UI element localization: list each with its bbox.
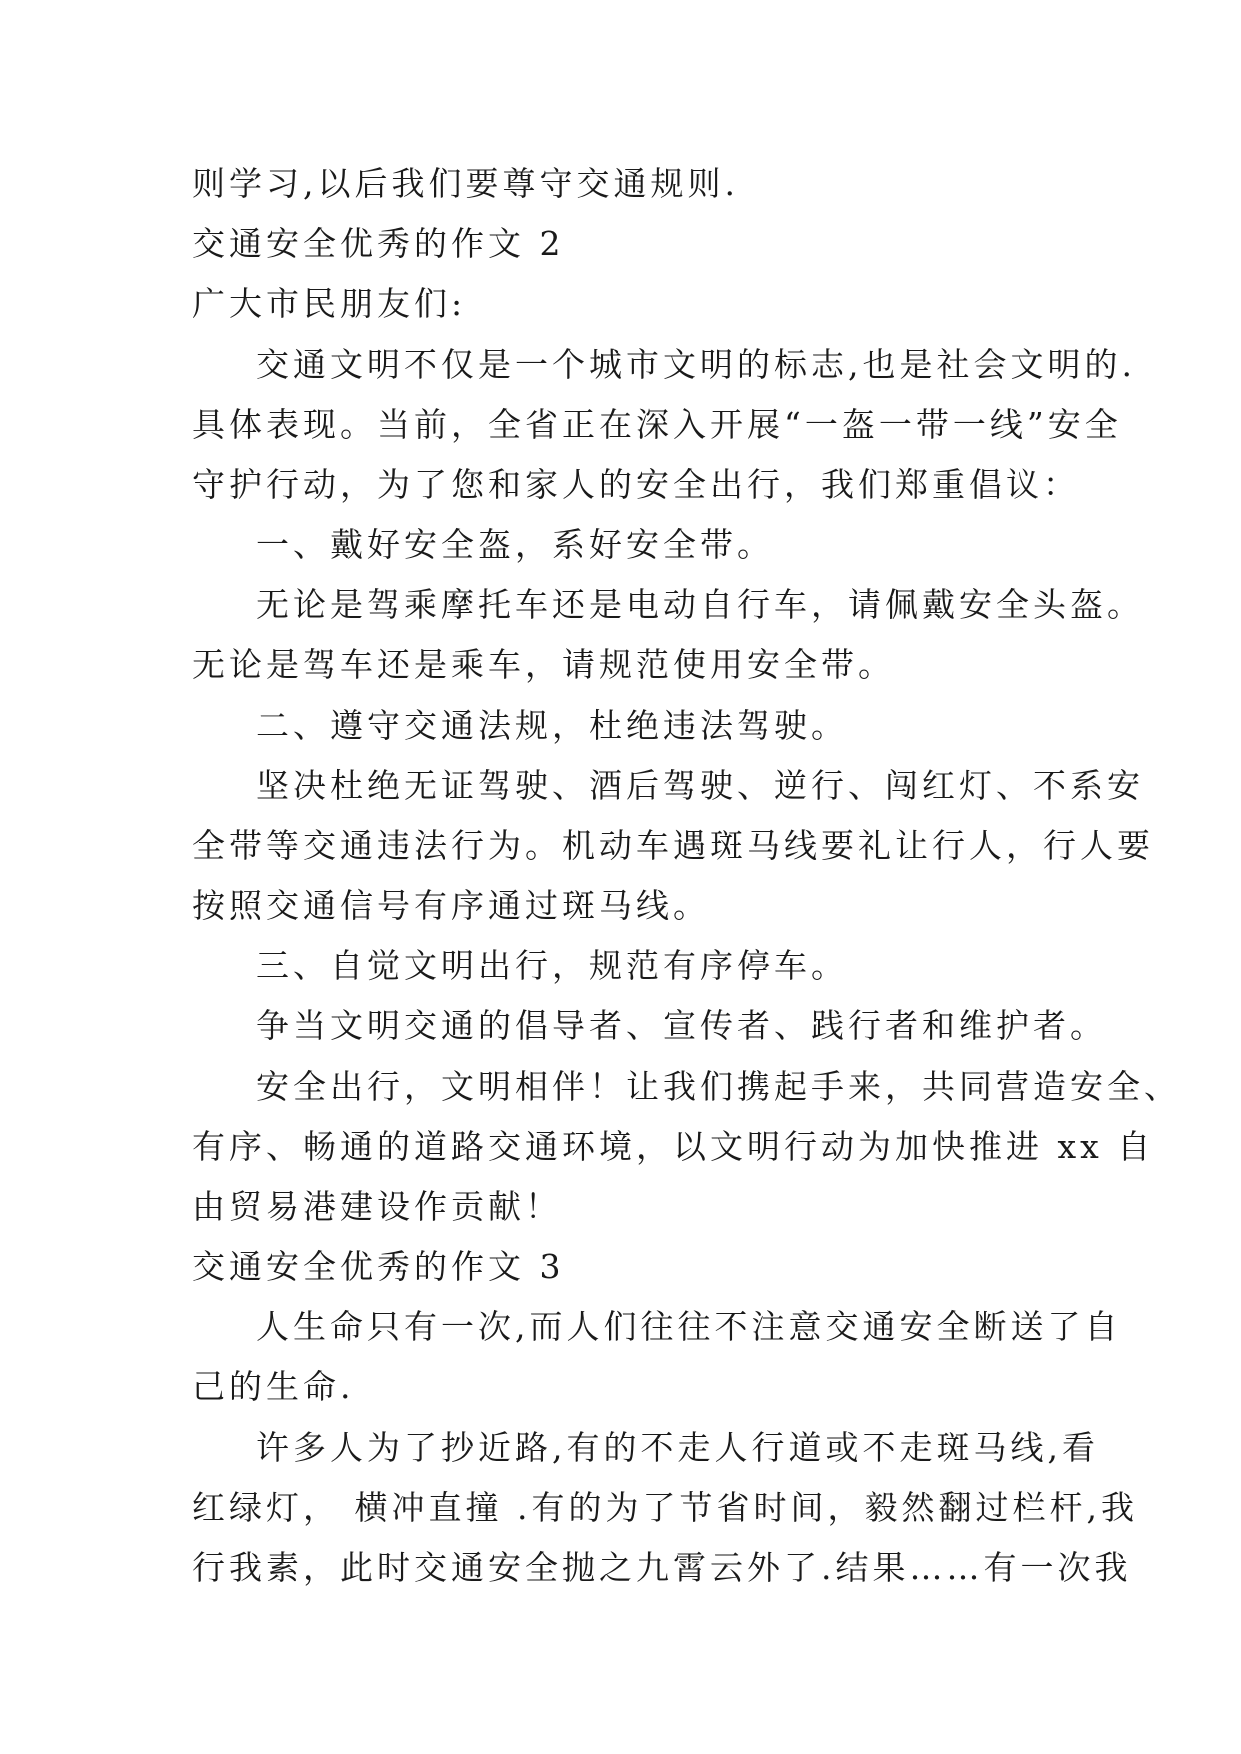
section-heading: 交通安全优秀的作文 2 [192,224,565,263]
paragraph-line: 有序、畅通的道路交通环境，以文明行动为加快推进 xx 自 [192,1127,1155,1166]
paragraph-line: 人生命只有一次,而人们往往不注意交通安全断送了自 [256,1307,1122,1346]
paragraph-line: 许多人为了抄近路,有的不走人行道或不走斑马线,看 [256,1428,1099,1467]
list-heading: 二、遵守交通法规，杜绝违法驾驶。 [256,706,848,745]
paragraph-line: 守护行动，为了您和家人的安全出行，我们郑重倡议： [192,465,1080,504]
paragraph-line: 交通文明不仅是一个城市文明的标志,也是社会文明的. [256,345,1136,384]
paragraph-line: 坚决杜绝无证驾驶、酒后驾驶、逆行、闯红灯、不系安 [256,766,1144,805]
paragraph-line: 红绿灯， 横冲直撞 .有的为了节省时间，毅然翻过栏杆,我 [192,1488,1138,1527]
paragraph-line: 争当文明交通的倡导者、宣传者、践行者和维护者。 [256,1006,1107,1045]
paragraph-line: 全带等交通违法行为。机动车遇斑马线要礼让行人，行人要 [192,826,1154,865]
paragraph-line: 具体表现。当前，全省正在深入开展“一盔一带一线”安全 [192,405,1122,444]
paragraph-line: 由贸易港建设作贡献！ [192,1187,562,1226]
section-heading: 交通安全优秀的作文 3 [192,1247,565,1286]
paragraph-line: 己的生命. [192,1367,355,1406]
salutation: 广大市民朋友们: [192,284,467,323]
paragraph-line: 按照交通信号有序通过斑马线。 [192,886,710,925]
paragraph-line: 无论是驾乘摩托车还是电动自行车，请佩戴安全头盔。 [256,585,1144,624]
paragraph-line: 行我素，此时交通安全抛之九霄云外了.结果……有一次我 [192,1548,1132,1587]
text-line: 则学习,以后我们要尊守交通规则. [192,164,739,203]
paragraph-line: 安全出行，文明相伴！让我们携起手来，共同营造安全、 [256,1067,1181,1106]
paragraph-line: 无论是驾车还是乘车，请规范使用安全带。 [192,645,895,684]
list-heading: 三、自觉文明出行，规范有序停车。 [256,946,848,985]
list-heading: 一、戴好安全盔，系好安全带。 [256,525,774,564]
